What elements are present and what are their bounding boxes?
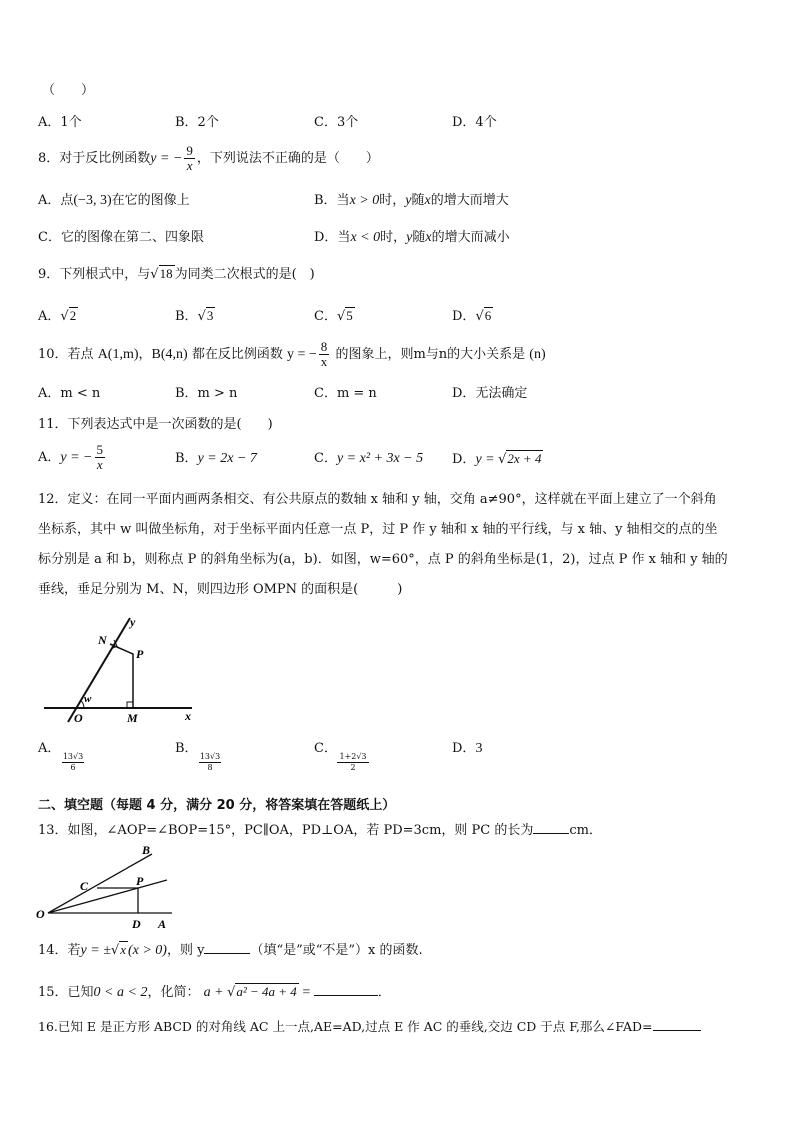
q12-option-c-label: C．	[314, 741, 337, 756]
q11-stem: 11．下列表达式中是一次函数的是( )	[38, 417, 273, 432]
q9-option-a: A．√2	[38, 308, 77, 324]
q16-stem: 16.已知 E 是正方形 ABCD 的对角线 AC 上一点,AE=AD,过点 E 作 AC 的垂线,交边 CD 于点 F,那么∠FAD=	[38, 1018, 701, 1036]
q9-option-c: C．√5	[314, 308, 353, 324]
label-w: w	[84, 693, 92, 705]
q12-line-1: 12．定义：在同一平面内画两条相交、有公共原点的数轴 x 轴和 y 轴，交角 a≠90°，这样就在平面上建立了一个斜角	[38, 492, 717, 507]
q12-line-4: 垂线，垂足分别为 M、N，则四边形 OMPN 的面积是( )	[38, 582, 403, 597]
label-n: N	[98, 633, 107, 647]
section-2-title: 二、填空题（每题 4 分，满分 20 分，将答案填在答题纸上）	[38, 798, 396, 813]
q7-option-a: A．1个	[38, 115, 82, 130]
q11-option-a: A．y = − $\frac{5}{x}$	[38, 442, 103, 472]
q15-stem: 15．已知0 < a < 2，化简： a + √a² − 4a + 4 = ．	[38, 984, 391, 1000]
q14-answer-blank[interactable]	[204, 953, 250, 954]
q8-option-c: C．它的图像在第二、四象限	[38, 230, 204, 245]
label-o: O	[74, 711, 83, 724]
label-c: C	[80, 879, 89, 893]
label-p: P	[136, 647, 144, 661]
q10-option-b: B．m > n	[175, 386, 238, 401]
q10-option-d: D．无法确定	[452, 386, 528, 401]
q12-line-2: 坐标系，其中 w 叫做坐标角，对于坐标平面内任意一点 P，过 P 作 y 轴和 x 轴的平行线，与 x 轴、y 轴相交的点的坐	[38, 522, 718, 537]
q9-option-d: D．√6	[452, 308, 492, 324]
label-x: x	[185, 709, 191, 723]
label-b: B	[142, 843, 151, 857]
q11-option-d: D．y = √2x + 4	[452, 451, 542, 467]
q11-option-b: B．y = 2x − 7	[175, 451, 257, 466]
q9-stem: 9．下列根式中，与√18 为同类二次根式的是( )	[38, 266, 315, 282]
q12-option-d: D．3	[452, 741, 483, 756]
q12-line-3: 标分别是 a 和 b，则称点 P 的斜角坐标为(a，b)．如图，w=60°，点 P 的斜角坐标是(1，2)，过点 P 作 x 轴和 y 轴的	[38, 552, 728, 567]
segment-n-p-m	[110, 644, 133, 708]
label-o: O	[36, 907, 45, 921]
q13-stem: 13．如图，∠AOP=∠BOP=15°，PC∥OA，PD⊥OA，若 PD=3cm，则 PC 的长为 cm．	[38, 823, 602, 838]
q11-option-c: C．y = x² + 3x − 5	[314, 451, 424, 466]
q8-stem: 8．对于反比例函数y = − $\frac{9}{x}$ ，下列说法不正确的是（ ）	[38, 143, 379, 173]
q12-option-b-label: B．	[175, 741, 198, 756]
q7-bracket: （ ）	[42, 83, 95, 98]
q10-option-c: C．m = n	[314, 386, 377, 401]
q9-option-b: B．√3	[175, 308, 214, 324]
label-m: M	[127, 711, 138, 724]
q10-option-a: A．m < n	[38, 386, 101, 401]
q7-option-b: B．2个	[175, 115, 219, 130]
q12-figure	[40, 612, 210, 724]
q12-option-c-frac: 1+2√3 2	[337, 752, 369, 773]
q12-option-a-frac: 13√3 6	[62, 752, 84, 772]
q7-option-c: C．3个	[314, 115, 359, 130]
q8-option-b: B．当x > 0时，y随x的增大而增大	[314, 193, 509, 208]
q8-option-d: D．当x < 0时，y随x的增大而减小	[314, 230, 510, 245]
q10-stem: 10．若点 A(1,m)，B(4,n) 都在反比例函数 y = − $\frac{8}{x}$ 的图象上，则m与n的大小关系是 (n)	[38, 339, 546, 369]
q7-option-d: D．4个	[452, 115, 497, 130]
q8-option-a: A．点(−3, 3)在它的图像上	[38, 193, 190, 208]
q16-answer-blank[interactable]	[653, 1030, 701, 1031]
label-a: A	[158, 917, 167, 931]
label-y: y	[130, 615, 136, 629]
q12-option-b-frac: 13√3 8	[199, 752, 221, 772]
label-d: D	[132, 917, 141, 931]
q15-answer-blank[interactable]	[314, 995, 378, 996]
q12-option-a-label: A．	[38, 741, 61, 756]
label-p: P	[136, 874, 144, 888]
q14-stem: 14．若y = ±√x (x > 0)，则 y （填“是”或“不是”）x 的函数.	[38, 942, 423, 958]
q13-figure	[34, 842, 184, 932]
q13-answer-blank[interactable]	[533, 833, 569, 834]
ray-op	[48, 880, 167, 913]
